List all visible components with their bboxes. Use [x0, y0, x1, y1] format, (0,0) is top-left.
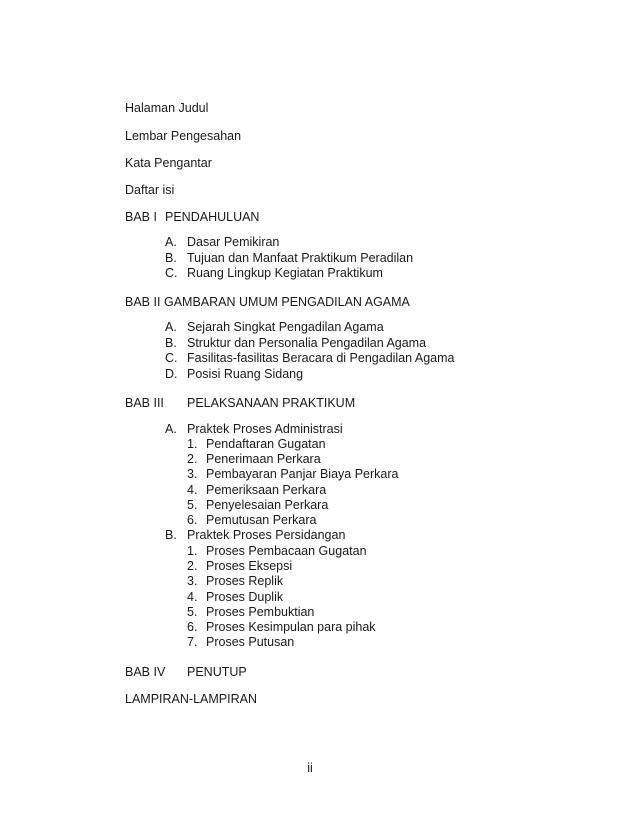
list-item: Fasilitas-fasilitas Beracara di Pengadilan Agama: [187, 351, 455, 365]
list-item: Proses Eksepsi: [206, 559, 293, 573]
list-item: Proses Replik: [206, 574, 284, 588]
list-item: Pemeriksaan Perkara: [206, 483, 327, 497]
section-title: Praktek Proses Persidangan: [187, 528, 346, 542]
list-item: Proses Pembuktian: [206, 605, 315, 619]
list-marker: 4.: [187, 483, 198, 497]
chapter-label-bab-2: BAB II: [125, 295, 161, 309]
list-item: Pendaftaran Gugatan: [206, 437, 326, 451]
list-marker: 3.: [187, 574, 198, 588]
chapter-label-bab-3: BAB III: [125, 396, 164, 410]
list-marker: 1.: [187, 544, 198, 558]
list-item: Penyelesaian Perkara: [206, 498, 329, 512]
chapter-title-bab-3: PELAKSANAAN PRAKTIKUM: [187, 396, 356, 410]
page-number: ii: [307, 761, 313, 775]
list-item: Proses Pembacaan Gugatan: [206, 544, 367, 558]
list-marker: 1.: [187, 437, 198, 451]
list-marker: C.: [165, 351, 178, 365]
list-marker: 5.: [187, 605, 198, 619]
list-marker: 5.: [187, 498, 198, 512]
list-marker: 6.: [187, 513, 198, 527]
toc-entry-halaman-judul: Halaman Judul: [125, 101, 209, 115]
chapter-label-bab-4: BAB IV: [125, 665, 166, 679]
list-item: Proses Duplik: [206, 590, 284, 604]
list-marker: 6.: [187, 620, 198, 634]
section-title: Praktek Proses Administrasi: [187, 422, 343, 436]
list-marker: C.: [165, 266, 178, 280]
chapter-title-bab-1: PENDAHULUAN: [165, 210, 260, 224]
list-marker: B.: [165, 251, 177, 265]
list-item: Tujuan dan Manfaat Praktikum Peradilan: [187, 251, 414, 265]
chapter-title-bab-2: GAMBARAN UMUM PENGADILAN AGAMA: [164, 295, 410, 309]
list-item: Pembayaran Panjar Biaya Perkara: [206, 467, 399, 481]
list-item: Sejarah Singkat Pengadilan Agama: [187, 320, 384, 334]
list-marker: 7.: [187, 635, 198, 649]
list-marker: 4.: [187, 590, 198, 604]
toc-entry-lampiran: LAMPIRAN-LAMPIRAN: [125, 692, 257, 706]
list-marker: D.: [165, 367, 178, 381]
toc-entry-daftar-isi: Daftar isi: [125, 183, 175, 197]
chapter-title-bab-4: PENUTUP: [187, 665, 247, 679]
list-marker: A.: [165, 235, 177, 249]
list-marker: A.: [165, 320, 177, 334]
list-item: Proses Putusan: [206, 635, 295, 649]
list-marker: 3.: [187, 467, 198, 481]
toc-entry-kata-pengantar: Kata Pengantar: [125, 156, 212, 170]
list-marker: 2.: [187, 559, 198, 573]
list-item: Posisi Ruang Sidang: [187, 367, 304, 381]
list-item: Penerimaan Perkara: [206, 452, 321, 466]
list-marker: B.: [165, 336, 177, 350]
list-item: Pemutusan Perkara: [206, 513, 317, 527]
list-marker: 2.: [187, 452, 198, 466]
toc-entry-lembar-pengesahan: Lembar Pengesahan: [125, 129, 242, 143]
list-item: Ruang Lingkup Kegiatan Praktikum: [187, 266, 383, 280]
list-item: Struktur dan Personalia Pengadilan Agama: [187, 336, 427, 350]
list-item: Dasar Pemikiran: [187, 235, 280, 249]
chapter-label-bab-1: BAB I: [125, 210, 157, 224]
section-marker: B.: [165, 528, 177, 542]
list-item: Proses Kesimpulan para pihak: [206, 620, 376, 634]
section-marker: A.: [165, 422, 177, 436]
